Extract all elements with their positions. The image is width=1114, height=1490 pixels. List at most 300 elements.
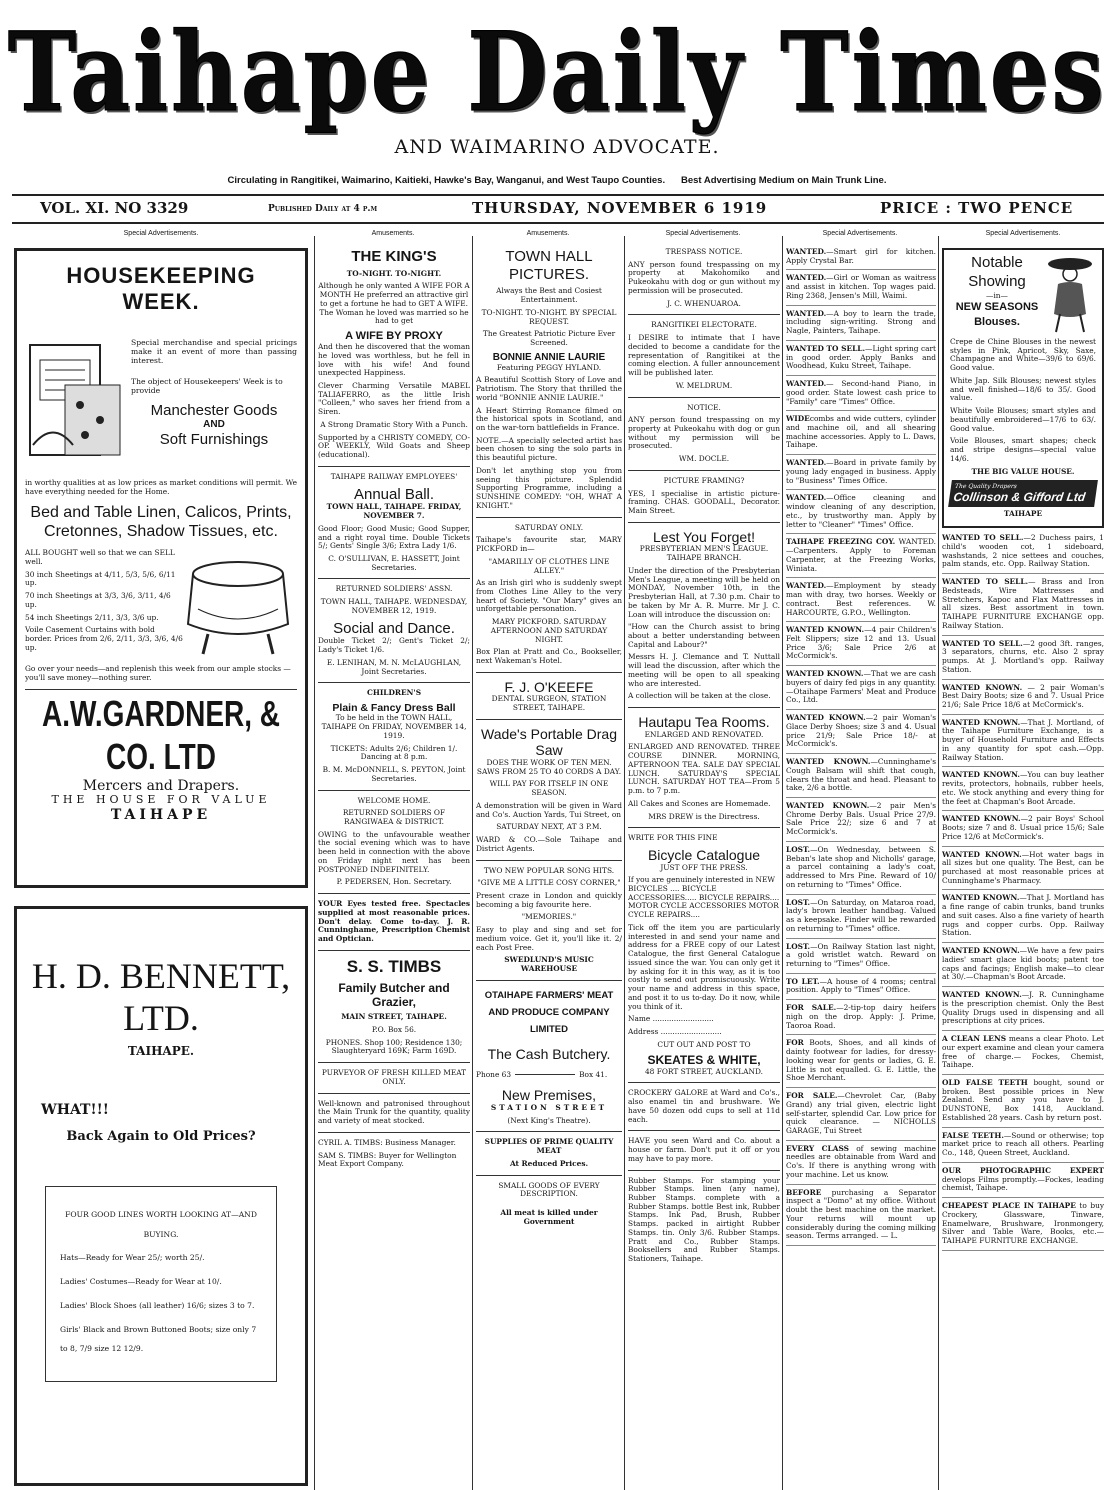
collinson-town: TAIHAPE [1003, 508, 1043, 518]
column-5 [786, 248, 936, 1488]
notable-top [950, 254, 1096, 334]
classified-ad [942, 719, 1104, 768]
classified-caption: WANTED KNOWN. [942, 770, 1020, 780]
classified-ad [786, 345, 936, 376]
rangitikei-p: I DESIRE to intimate that I have decided to become a candidate for the representation of Rangitikei at the coming election. A fuller announcement will be published later. [628, 333, 780, 378]
reduced-prices: At Reduced Prices. [509, 1158, 589, 1168]
classified-caption: WANTED TO SELL. [786, 343, 866, 353]
housekeeping-top [25, 325, 297, 475]
classified-text: —2 Duchess pairs, 1 child's wooden cot, 1 sideboard, washstands, 2 nice settees and couches, palm stands, etc. Opp. Railway Station. [942, 533, 1104, 569]
classified-text: —On Wednesday, between S. Beban's late shop and Nicholls' garage, a parcel containing a lady's coat, addressed to Mrs Pine. Reward of 10/ on returning to "Times" Office. [786, 844, 936, 889]
classified-caption: WANTED. [786, 308, 827, 318]
voile-curtains: Voile Casement Curtains with bold border. Prices from 2/6, 2/11, 3/3, 3/6, 4/6 up. [25, 625, 183, 652]
songs-title-2: "MEMORIES." [521, 912, 577, 922]
skeates-white: SKEATES & WHITE, [647, 1053, 761, 1068]
classified-ad [942, 1167, 1104, 1198]
column-divider [314, 236, 315, 1490]
notable-p2: White Jap. Silk Blouses; newest styles and well finished—18/6 to 35/. Good value. [950, 375, 1096, 403]
classified-text: —That J. Mortland, of the Taihape Furniture Exchange, is a buyer of Household Furniture and Effects in any quantity for spot cash.—Opp. Railway Station. [942, 717, 1104, 762]
hautapu-p1: ENLARGED AND RENOVATED. [644, 729, 764, 739]
classified-ad [942, 851, 1104, 891]
bicycle-just-off: JUST OFF THE PRESS. [660, 862, 748, 872]
classified-caption: EVERY CLASS [786, 1143, 849, 1153]
column-6-classifieds [942, 534, 1104, 1250]
table-cloth-illustration [183, 549, 293, 659]
sheeting-54: 54 inch Sheetings 2/11, 3/3, 3/6 up. [25, 612, 159, 622]
social-p: Double Ticket 2/; Gent's Ticket 2/; Lady's Ticket 1/6. [318, 636, 470, 655]
classified-caption: TAIHAPE FREEZING COY. [786, 537, 896, 547]
wades-p2: WILL PAY FOR ITSELF IN ONE SEASON. [489, 779, 609, 798]
column-head-5: Special Advertisements. [822, 230, 898, 237]
classified-text: —Light spring cart in good order. Apply Banks and Woodhead, Kuku Street, Taihape. [786, 343, 936, 371]
bicycle-address-label: Address [628, 1027, 659, 1037]
classified-caption: WANTED KNOWN. [942, 682, 1023, 692]
town-hall-tonight: TO-NIGHT. TO-NIGHT. BY SPECIAL REQUEST. [481, 307, 617, 326]
column-head-3: Amusements. [526, 230, 570, 237]
social-signatures: E. LENIHAN, M. N. McLAUGHLAN, Joint Secretaries. [326, 657, 462, 676]
bicycle-p1: If you are genuinely interested in NEW BICYCLES .... BICYCLE ACCESSORIES..... BICYCLE REPAIRS.... MOTOR CYCLE ACCESSORIES MOTOR CYCLE REPAIRS.... [628, 875, 780, 920]
okeefe-details: DENTAL SURGEON, STATION STREET, TAIHAPE. [491, 694, 607, 713]
skeates-address: 48 FORT STREET, AUCKLAND. [644, 1066, 763, 1076]
notable-p3: White Voile Blouses; smart styles and beautifully embroidered—17/6 to 63/. Good value. [950, 406, 1096, 433]
classified-text: —We have a few pairs ladies' smart glace kid boots; patent toe caps and facings; English make—to clear at 30/.—Chapman's Boot Arcade. [942, 946, 1104, 982]
classified-caption: FALSE TEETH. [942, 1130, 1004, 1140]
railway-heading: TAIHAPE RAILWAY EMPLOYEES' [330, 471, 458, 481]
annie-p3: A Heart Stirring Romance filmed on the historical spots in Scotland, and on the war-torn battlefields in France. [476, 405, 622, 432]
housekeeping-intro [131, 325, 297, 475]
wades-p1: DOES THE WORK OF TEN MEN. SAWS FROM 25 TO 40 CORDS A DAY. [476, 757, 622, 776]
classified-text: —Board in private family by young lady engaged in business. Apply to "Business" Times Office. [786, 458, 936, 485]
circulation-line [0, 175, 1114, 186]
issue-price: PRICE : TWO PENCE [880, 199, 1074, 217]
classified-caption: WIDE [786, 414, 810, 424]
notable-p1: Crepe de Chine Blouses in the newest styles in Pink, Apricot, Sky, Saxe, Champagne and White—39/6 to 69/6. Good value. [950, 337, 1096, 373]
classified-caption: WANTED KNOWN. [942, 946, 1020, 956]
classified-text: —4 pair Children's Felt Slippers; size 12 and 13. Usual Price 3/6; Sale Price 2/6 at McCormick's. [786, 625, 936, 661]
issue-date: THURSDAY, NOVEMBER 6 1919 [472, 199, 768, 217]
classified-text: bought, sound or broken. Best possible prices in New Zealand. Send any you have to J. DUNSTONE, Box 1418, Auckland. Established 28 years. Cash by return post. [942, 1077, 1104, 1122]
fancy-tickets: TICKETS: Adults 2/6; Children 1/. Dancing at 8 p.m. [330, 743, 458, 762]
housekeeping-p1: Special merchandise and special pricings make it an event of more than passing interest. [131, 337, 297, 365]
fancy-p: To be held in the TOWN HALL, TAIHAPE On FRIDAY, NOVEMBER 14, 1919. [321, 713, 467, 740]
picture-framing: PICTURE FRAMING? [663, 475, 745, 485]
classified-text: —2 pair Men's Chrome Derby Bals. Usual Price 27/9. Sale Price 22/; size 6 and 7 at McCormick's. [786, 800, 936, 837]
classified-ad [942, 1035, 1104, 1075]
classified-ad [786, 846, 936, 895]
songs-signature: SWEDLUND'S MUSIC WAREHOUSE [504, 955, 594, 974]
column-divider [938, 236, 939, 1490]
classified-text: Boots, Shoes, and all kinds of dainty footwear for ladies, for dressy-looking wear for gents or ladies, G. E. Little is not equalled. G. E. Little, the Shoe Merchant. [786, 1038, 936, 1083]
sheetings-prices [25, 549, 183, 659]
classified-caption: WANTED KNOWN. [786, 800, 870, 810]
column-head-6: Special Advertisements. [985, 230, 1061, 237]
classified-caption: BEFORE [786, 1187, 822, 1197]
wades-p5: WARD & CO.—Sole Taihape and District Agents. [476, 835, 622, 853]
phone-box [476, 1071, 622, 1080]
next-kings: (Next King's Theatre). [507, 1115, 591, 1125]
column-3 [476, 248, 622, 1488]
column-4 [628, 248, 780, 1488]
classified-text: —A boy to learn the trade, including sign-writing. Strong and Nagle, Painters, Taihape. [786, 308, 936, 336]
classified-text: —Cunninghame's Cough Balsam will shift that cough, clears the throat and head. Pleasant to take, 2/6 a bottle. [786, 757, 936, 793]
column-head-2: Amusements. [371, 230, 415, 237]
and-text: AND [203, 419, 225, 431]
lady-illustration [1044, 254, 1096, 334]
classified-ad [786, 1189, 936, 1246]
classified-caption: WANTED KNOWN. [942, 893, 1020, 903]
manchester-goods: Manchester Goods [150, 401, 278, 419]
classified-text: — Brass and Iron Bedsteads, Wire Mattresses and Stretchers, Kapoc and Flax Mattresses in all sizes. Best assortment in town. TAIHAPE FURNITURE EXCHANGE opp. Railway Station. [942, 577, 1104, 630]
timbs-name: S. S. TIMBS [346, 956, 442, 976]
collinson-tag: The Quality Drapers [954, 483, 1018, 491]
classified-ad [786, 978, 936, 1000]
small-goods: SMALL GOODS OF EVERY DESCRIPTION. [498, 1180, 600, 1199]
collinson-name: Collinson & Gifford Ltd [952, 490, 1087, 505]
presbyterian-p4: A collection will be taken at the close. [628, 691, 771, 701]
notable-p4: Voile Blouses, smart shapes; check and stripe designs—special value 14/6. [950, 436, 1096, 463]
notice-signature: WM. DOCLE. [678, 454, 730, 464]
best-medium-text: Best Advertising Medium on Main Trunk Line. [680, 175, 887, 186]
column-6 [942, 248, 1104, 1488]
notable-heading-block [950, 254, 1044, 334]
housekeeping-p3: in worthy qualities at as low prices as market conditions will permit. We have everything needed for the Home. [25, 477, 297, 496]
classified-caption: A CLEAN LENS [942, 1034, 1007, 1044]
classified-caption: WANTED. [786, 493, 827, 503]
notice-heading: NOTICE. [687, 402, 721, 412]
classified-caption: WANTED KNOWN. [942, 814, 1021, 824]
classified-caption: WANTED TO SELL. [942, 533, 1024, 543]
classified-ad [786, 274, 936, 305]
classified-ad [942, 894, 1104, 943]
classified-ad [942, 771, 1104, 811]
housekeeping-ad [14, 248, 308, 888]
wades-p4: SATURDAY NEXT, AT 3 P.M. [496, 822, 602, 832]
classified-ad [942, 947, 1104, 987]
hautapu-signature: MRS DREW is the Directress. [648, 811, 760, 821]
wades-drag-saw: Wade's Portable Drag Saw [481, 725, 617, 759]
phone-number: Phone 63 [476, 1069, 512, 1079]
killed-government: All meat is killed under Government [500, 1208, 598, 1226]
column-head-4: Special Advertisements. [665, 230, 741, 237]
railway-place: TOWN HALL, TAIHAPE. FRIDAY, NOVEMBER 7. [326, 502, 462, 521]
welcome-heading: WELCOME HOME. [357, 795, 431, 805]
bicycle-name-label: Name [628, 1014, 651, 1024]
songs-p1: Present craze in London and quickly becoming a big favourite here. [476, 890, 622, 909]
timbs-po: P.O. Box 56. [371, 1024, 417, 1034]
classified-text: —2 pair Woman's Glace Derby Shoes; size 3 and 4. Usual price 21/9; Sale Price 18/- at McCormick's. [786, 713, 936, 749]
classified-text: —On Railway Station last night, a gold wristlet watch. Reward on returning to "Times" Office. [786, 941, 936, 968]
sheeting-70: 70 inch Sheetings at 3/3, 3/6, 3/11, 4/6 up. [25, 591, 171, 609]
classified-ad [786, 248, 936, 270]
classified-caption: TO LET. [786, 976, 820, 986]
timbs-purveyor: PURVEYOR OF FRESH KILLED MEAT ONLY. [321, 1068, 467, 1086]
bennett-name: H. D. BENNETT, LTD. [31, 956, 291, 1039]
annie-dont: Don't let anything stop you from seeing this picture. Splendid Supporting Programme, including a SUNSHINE COMEDY: "OH, WHAT A KNIGHT." [476, 465, 622, 510]
new-seasons-blouses: NEW SEASONS Blouses. [955, 301, 1039, 328]
classified-text: —Smart girl for kitchen. Apply Crystal Bar. [786, 248, 936, 265]
sheeting-30: 30 inch Sheetings at 4/11, 5/3, 5/6, 6/11 up. [25, 569, 176, 588]
classified-caption: WANTED. [786, 379, 827, 389]
classified-caption: LOST. [786, 941, 811, 951]
town-hall-pictures: TOWN HALL PICTURES. [505, 248, 593, 283]
presbyterian-p1: Under the direction of the Presbyterian Men's League, a meeting will be held on MONDAY, November 10th, in the Presbyterian Hall, at 7.30 p.m. Chair to be taken by Mr A. R. Murre. Mr J. C. Loan will introduce the discussion on: [628, 565, 780, 619]
notable-showing-ad [942, 248, 1104, 528]
column-head-1: Special Advertisements. [123, 230, 199, 237]
classified-text: combs and wide cutters, cylinder and machine oil, and all shearing machine accessories. Apply to L. Daws, Taihape. [786, 414, 936, 450]
saturday-p4: MARY PICKFORD. SATURDAY AFTERNOON AND SATURDAY NIGHT. [490, 617, 608, 644]
write-for: WRITE FOR THIS FINE [628, 833, 718, 843]
classified-ad [942, 1079, 1104, 1128]
classified-ad [786, 459, 936, 490]
classified-ad [942, 578, 1104, 635]
railway-p: Good Floor; Good Music; Good Supper, and a right royal time. Double Tickets 5/; Gents' Single 3/6; Extra Lady 1/6. [318, 523, 470, 551]
big-value-house: THE BIG VALUE HOUSE. [971, 466, 1075, 476]
eyes-tested: YOUR Eyes tested free. Spectacles supplied at most reasonable prices. Don't delay. Come to-day. J. R. Cunninghame, Prescription Chemist and Optician. [318, 899, 470, 944]
classified-caption: CHEAPEST PLACE IN TAIHAPE [942, 1201, 1076, 1211]
notable-showing: Notable Showing [968, 254, 1026, 290]
hautapu-p3: All Cakes and Scones are Homemade. [628, 798, 771, 808]
cash-butchery: The Cash Butchery. [487, 1046, 611, 1063]
classified-caption: WANTED KNOWN. [786, 669, 864, 679]
classified-ad [786, 538, 936, 578]
lest-you-forget: Lest You Forget! [653, 528, 755, 545]
rangitikei-heading: RANGITIKEI ELECTORATE. [651, 320, 757, 330]
classified-text: purchasing a Separator inspect a "Domo" at my office. Without doubt the best machine on the market. Your returns will mount up considerably during the coming milking season. Terms arranged. — L. [786, 1187, 936, 1241]
bicycle-p2: Tick off the item you are particularly interested in and send your name and address for a FREE copy of our Latest Catalogue, the first General Catalogue issued since the war. You can only get it by asking for it in this way, as it is too costly to send out promiscuously. Write your name and address in this space, and post it to us to-day. Do it now, while you think of it. [628, 922, 780, 1011]
classified-text: — 2 pair Woman's Best Dairy Boots; size 6 and 7. Usual Price 21/6; Sale Price 18/6 at McCormick's. [942, 682, 1104, 709]
supplies-meat: SUPPLIES OF PRIME QUALITY MEAT [484, 1137, 614, 1156]
classified-text: —On Saturday, on Mataroa road, lady's brown leather handbag. Valued as a keepsake. Finder will be rewarded on returning to "Times" office. [786, 897, 936, 933]
classified-caption: WANTED TO SELL. [942, 577, 1029, 587]
town-hall-p2: The Greatest Patriotic Picture Ever Screened. [482, 329, 616, 348]
okeefe-name: F. J. O'KEEFE [504, 678, 594, 695]
column-divider [472, 236, 473, 1490]
rsa-place: TOWN HALL, TAIHAPE. WEDNESDAY, NOVEMBER 12, 1919. [320, 597, 468, 615]
sheetings-block [25, 549, 297, 659]
volume-number: VOL. XI. NO 3329 [40, 199, 189, 217]
kings-title: THE KING'S [351, 248, 437, 265]
classified-caption: WANTED KNOWN. [786, 757, 871, 767]
have-you-seen: HAVE you seen Ward and Co. about a house or farm. Don't put it off or you may have to pay more. [628, 1136, 780, 1163]
kings-p2: And then he discovered that the woman he loved was worthless, but he fell in love with his wife! And found unexpected Happiness. [318, 342, 470, 378]
hautapu-p2: ENLARGED AND RENOVATED. THREE COURSE DINNER. MORNING, AFTERNOON TEA. SALE DAY SPECIAL LUNCH. SATURDAY'S SPECIAL LUNCH. SATURDAY HOT TEA—From 5 p.m. to 7 p.m. [628, 742, 780, 796]
notice-p: ANY person found trespassing on my property at Pukeokahu with dog or gun without my permission will be prosecuted. [628, 415, 780, 451]
timbs-subtitle: Family Butcher and Grazier, [338, 980, 450, 1009]
gardner-subtitle: Mercers and Drapers. [82, 777, 240, 794]
four-lines: FOUR GOOD LINES WORTH LOOKING AT—AND BUYING. [65, 1209, 257, 1239]
classified-text: —That we are cash buyers of dairy fed pigs in any quantity.—Otaihape Farmers' Meat and Produce Co., Ltd. [786, 669, 936, 705]
classified-ad [942, 991, 1104, 1031]
classified-text: —J. R. Cunninghame is the prescription chemist. Only the Best Quality Drugs used in dispensing and all prescriptions at city prices. [942, 990, 1104, 1026]
rubber-stamps: Rubber Stamps. For stamping your Rubber Stamps. linen (any name), Rubber Stamps. complete with a Rubber Stamps. bottle Best ink, Rubber Stamps. Ink Pad, Brush, Rubber Stamps. packed in airtight Rubber Stamps. tin. Only 3/6. Rubber Stamps. Pratt and Co., Rubber Stamps. Booksellers and Rubber Stamps. Stationers, Taihape. [628, 1175, 780, 1264]
classified-ad [942, 1202, 1104, 1251]
classified-text: —Sound or otherwise; top market price to reach all others. Pearling Co., 148, Queen Street, Auckland. [942, 1130, 1104, 1158]
kings-p5: Supported by a CHRISTY COMEDY, CO-OP. WEEKLY, Wild Goats and Sheep (educational). [318, 432, 470, 460]
classified-ad [942, 1132, 1104, 1163]
rangitikei-signature: W. MELDRUM. [675, 380, 733, 390]
bonnie-annie-laurie: BONNIE ANNIE LAURIE [492, 351, 606, 363]
classified-text: means a clear Photo. Let our expert examine and clean your camera free of charge.— Fockes, Chemist, Taihape. [942, 1034, 1104, 1070]
masthead-title: Taihape Daily Times [7, 8, 1107, 137]
town-hall-p1: Always the Best and Cosiest Entertainment. [496, 286, 602, 305]
welcome-signature: P. PEDERSEN, Hon. Secretary. [336, 877, 452, 887]
station-street: STATION STREET [490, 1102, 608, 1112]
collinson-gifford-logo [948, 480, 1098, 507]
classified-ad [942, 534, 1104, 574]
saturday-p2: "AMARILLY OF CLOTHES LINE ALLEY." [488, 556, 610, 575]
classified-text: —Chevrolet Car, (Baby Grand) any trial given, electric light self-starter, splendid Car. Low price for quick clearance. — NICHOLLS GARAGE, Tui Street [786, 1091, 936, 1136]
what-headline: WHAT!!! [41, 1102, 109, 1119]
housekeeping-title: HOUSEKEEPING WEEK. [66, 263, 256, 314]
timbs-address: MAIN STREET, TAIHAPE. [341, 1012, 447, 1022]
classified-text: —2 pair Boys' School Boots; size 7 and 8. Usual price 15/6; Sale Price 12/6 at McCormick's. [942, 814, 1104, 841]
crockery-galore: CROCKERY GALORE at Ward and Co's., also enamel tin and brushware. We have 50 dozen odd cups to sell at 11d each. [628, 1088, 780, 1124]
classified-caption: WANTED. [786, 248, 827, 256]
classified-text: to buy Crockery, Glassware, Tinware, Enamelware, Brushware, Ironmongery, Silver and Table Ware, Books, etc.— TAIHAPE FURNITURE EXCHANGE. [942, 1201, 1104, 1245]
saturday-p1: Taihape's favourite star, MARY PICKFORD in— [476, 535, 622, 554]
bennett-town: TAIHAPE. [127, 1043, 195, 1058]
back-again: Back Again to Old Prices? [66, 1128, 256, 1144]
classified-ad [942, 815, 1104, 846]
classified-ad [786, 758, 936, 798]
rsa-heading: RETURNED SOLDIERS' ASSN. [335, 584, 453, 594]
classified-text: —Office cleaning and window cleaning of any description, etc., by trustworthy man. Apply by letter to "Cleaner" "Times" Office. [786, 493, 936, 529]
classified-caption: WANTED. [786, 458, 827, 468]
soft-furnishings: Soft Furnishings [159, 431, 269, 449]
separator-line [515, 1074, 575, 1075]
railway-signatures: C. O'SULLIVAN, E. HASSETT, Joint Secretaries. [328, 553, 460, 572]
framing-p: YES, I specialise in artistic picture-framing. CHAS. GOODALL, Decorator. Main Street. [628, 488, 780, 516]
classified-ad [786, 626, 936, 666]
timbs-buyer: SAM S. TIMBS: Buyer for Wellington Meat Export Company. [318, 1150, 457, 1169]
girls-line: Girls' Black and Brown Buttoned Boots; size only 7 to 8, 7/9 size 12 12/9. [60, 1324, 257, 1354]
classified-ad [786, 714, 936, 754]
circulation-text: Circulating in Rangitikei, Waimarino, Kaitieki, Hawke's Bay, Wanganui, and West Taupo Counties. [227, 175, 666, 186]
timbs-manager: CYRIL A. TIMBS: Business Manager. [318, 1137, 456, 1147]
gardner-name: A.W.GARDNER, & CO. LTD [42, 693, 280, 777]
social-dance: Social and Dance. [333, 619, 455, 637]
classified-caption: LOST. [786, 844, 811, 854]
classified-text: —Girl or Woman as waitress and assist in kitchen. Top wages paid. Ring 2368, Jensen's Mill, Waimi. [786, 273, 936, 300]
saturday-box-plan: Box Plan at Pratt and Co., Bookseller, next Wakeman's Hotel. [476, 647, 622, 666]
presbyterian-p3: Messrs H. J. Clemance and T. Nuttall will lead the discussion, after which the meeting will be open to all speaking who are interested. [628, 652, 780, 688]
rule-date [12, 222, 1104, 224]
classified-text: —Hot water bags in all sizes but one quality. The Best, can be purchased at most reasonable prices at Cunninghame's Pharmacy. [942, 849, 1104, 885]
classified-text: —A house of 4 rooms; central position. Apply to "Times" Office. [786, 976, 936, 995]
classified-caption: FOR SALE. [786, 1091, 838, 1101]
classified-caption: WANTED. [786, 581, 827, 591]
classified-caption: WANTED KNOWN. [942, 990, 1022, 1000]
classified-ad [786, 310, 936, 341]
trespass-p: ANY person found trespassing on my property at Makohomiko and Pukeokahu with dog or gun without my permission will be prosecuted. [628, 259, 780, 295]
gardner-house: THE HOUSE FOR VALUE [51, 793, 271, 807]
kings-p1: Although he only wanted A WIFE FOR A MONTH He preferred an attractive girl to get a fortune he had to GET A WIFE. The Woman he loved was married so he had to get [318, 281, 470, 326]
column-divider [782, 236, 783, 1490]
gardner-town: TAIHAPE [110, 807, 212, 824]
cut-out-post: CUT OUT AND POST TO [657, 1039, 751, 1049]
wades-p3: A demonstration will be given in Ward and Co's. Auction Yards, Tui Street, on [476, 800, 622, 819]
wife-by-proxy: A WIFE BY PROXY [345, 330, 443, 343]
classified-text: WANTED.—Carpenters. Apply to Foreman Carpenter, at the Freezing Works, Winiata. [786, 537, 936, 573]
fancy-signatures: B. M. McDONNELL, S. PEYTON, Joint Secretaries. [322, 765, 466, 783]
notable-in: —in— [986, 290, 1008, 300]
annual-ball: Annual Ball. [353, 485, 435, 503]
classified-text: develops Films promptly.—Fockes, leading chemist, Taihape. [942, 1174, 1104, 1193]
trespass-heading: TRESPASS NOTICE. [665, 248, 743, 256]
farmers-company: OTAIHAPE FARMERS' MEAT AND PRODUCE COMPANY LIMITED [484, 989, 614, 1036]
saturday-only: SATURDAY ONLY. [514, 522, 584, 532]
welcome-p2: OWING to the unfavourable weather the social evening which was to have been held in connection with the above on Friday night next has been POSTPONED INDEFINITELY. [318, 829, 470, 874]
classified-ad [786, 494, 936, 534]
timbs-wellknown: Well-known and patronised throughout the Main Trunk for the quantity, quality and variety of meat stocked. [318, 1098, 470, 1126]
classified-caption: WANTED KNOWN. [786, 625, 865, 635]
kings-tonight: TO-NIGHT. TO-NIGHT. [346, 268, 442, 278]
new-premises: New Premises, [501, 1087, 597, 1104]
classified-ad [786, 1004, 936, 1035]
go-over-needs: Go over your needs—and replenish this week from our ample stocks —you'll save money—nothing surer. [25, 664, 291, 682]
classified-ad [942, 684, 1104, 715]
annie-p1: Featuring PEGGY HYLAND. [496, 362, 602, 372]
classified-ad [786, 670, 936, 710]
saturday-p3: As an Irish girl who is suddenly swept from Clothes Line Alley to the very heart of Society. "Our Mary" gives an unforgettable personation. [476, 578, 622, 614]
annie-note: NOTE.—A specially selected artist has been chosen to sing the solo parts in this beautiful picture. [476, 435, 622, 463]
hats-line: Hats—Ready for Wear 25/; worth 25/. [60, 1253, 205, 1263]
classified-ad [786, 582, 936, 622]
box-number: Box 41. [579, 1069, 608, 1079]
classified-ad [786, 943, 936, 974]
classified-caption: WANTED KNOWN. [942, 717, 1021, 727]
four-lines-box [45, 1186, 277, 1382]
bed-table-linen: Bed and Table Linen, Calicos, Prints, Cretonnes, Shadow Tissues, etc. [30, 504, 292, 540]
childrens-heading: CHILDREN'S [366, 688, 422, 698]
hautapu-tea-rooms: Hautapu Tea Rooms. [638, 714, 770, 731]
songs-heading: TWO NEW POPULAR SONG HITS. [483, 865, 615, 875]
classified-ad [786, 1039, 936, 1088]
classified-ad [942, 640, 1104, 680]
timbs-phones: PHONES. Shop 100; Residence 130; Slaughteryard 169K; Farm 169D. [325, 1037, 463, 1056]
presbyterian-heading: PRESBYTERIAN MEN'S LEAGUE. TAIHAPE BRANCH. [639, 544, 769, 563]
classified-ad [786, 1092, 936, 1141]
trespass-signature: J. C. WHENUAROA. [667, 298, 741, 308]
classified-text: —You can buy leather revits, protectors, hobnails, rubber heels, etc. We stock anything and every thing for the feet at Chapman's Boot Arcade. [942, 770, 1104, 806]
classified-caption: LOST. [786, 897, 811, 907]
presbyterian-p2: "How can the Church assist to bring about a better understanding between Capital and Labour?" [628, 622, 780, 649]
songs-p2: Easy to play and sing and set for medium voice. Get it, you'll like it. 2/ each Post Free. [476, 925, 622, 952]
classified-caption: OLD FALSE TEETH [942, 1077, 1028, 1087]
annie-p2: A Beautiful Scottish Story of Love and Patriotism. The Story that thrilled the world "BONNIE ANNIE LAURIE." [476, 375, 622, 402]
classified-caption: WANTED TO SELL. [942, 638, 1023, 648]
published-daily: Published Daily at 4 p.m [268, 204, 378, 214]
classified-ad [786, 899, 936, 939]
linen-stack-illustration [25, 325, 125, 475]
kings-p3: Clever Charming Versatile MABEL TALIAFERRO, as the little Irish "Colleen," who saves her friend from a Siren. [318, 381, 470, 417]
shoes-line: Ladies' Block Shoes (all leather) 16/6; sizes 3 to 7. [60, 1300, 255, 1310]
classified-text: —2 good 3ft. ranges, 3 separators, churns, etc. Also 2 spray pumps. At J. Mortland's opp. Railway Station. [942, 638, 1104, 674]
classified-caption: FOR SALE. [786, 1003, 837, 1013]
masthead-subtitle: AND WAIMARINO ADVOCATE. [394, 136, 720, 158]
classified-text: —2-tip-top dairy heifers nigh on the drop. Apply: J. Prime, Taoroa Road. [786, 1003, 936, 1030]
classified-text: —That J. Mortland has a fine range of cabin trunks, band trunks and suit cases. Also a fine variety of hearth rugs and copper curbs. Opp. Railway Station. [942, 893, 1104, 938]
classified-text: — Second-hand Piano, in good order. State lowest cash price to "Family" care "Times" Office. [786, 379, 936, 406]
bicycle-name-line: Name .......................... [628, 1014, 714, 1024]
songs-title-1: "GIVE ME A LITTLE COSY CORNER," [477, 878, 621, 888]
classified-caption: WANTED KNOWN. [786, 713, 866, 723]
all-bought: ALL BOUGHT well so that we can SELL well. [25, 548, 175, 566]
column-1 [14, 248, 308, 1488]
classified-ad [786, 802, 936, 842]
bicycle-address-line: Address .......................... [628, 1027, 722, 1037]
fancy-dress-ball: Plain & Fancy Dress Ball [332, 702, 456, 714]
